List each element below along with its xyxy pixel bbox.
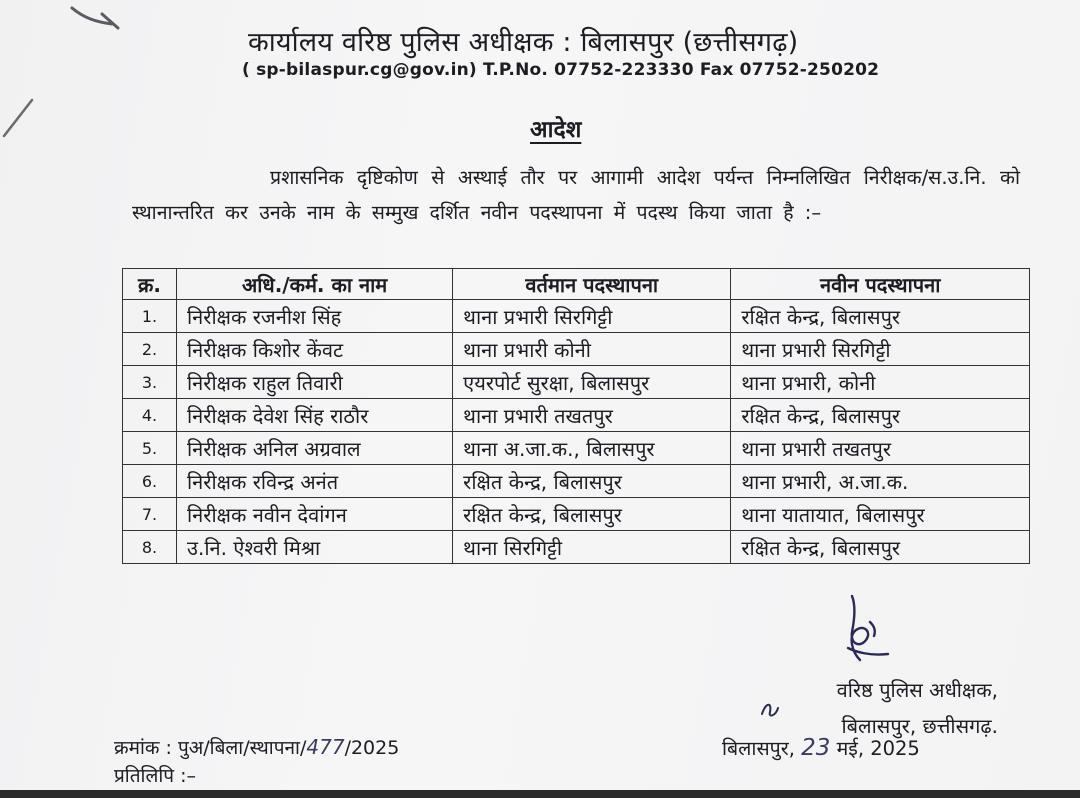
table-row: [123, 432, 1030, 465]
cell-name: निरीक्षक राहुल तिवारी: [177, 366, 453, 399]
cell-serial: 2.: [123, 333, 177, 366]
signatory-location: बिलासपुर, छत्तीसगढ़.: [841, 714, 998, 738]
cell-name: निरीक्षक देवेश सिंह राठौर: [177, 399, 453, 432]
cell-current-posting: थाना अ.जा.क., बिलासपुर: [453, 432, 731, 465]
table-row: [123, 531, 1030, 564]
cell-current-posting: एयरपोर्ट सुरक्षा, बिलासपुर: [453, 366, 731, 399]
contact-line: ( sp-bilaspur.cg@gov.in) T.P.No. 07752-223330 Fax 07752-250202: [242, 60, 880, 80]
cell-serial: 7.: [123, 498, 177, 531]
cell-name: निरीक्षक रविन्द्र अनंत: [177, 465, 453, 498]
cell-current-posting: रक्षित केन्द्र, बिलासपुर: [453, 498, 731, 531]
cell-new-posting: थाना प्रभारी तखतपुर: [731, 432, 1030, 465]
cell-serial: 8.: [123, 531, 177, 564]
table-header-row: [123, 269, 1030, 300]
cell-serial: 4.: [123, 399, 177, 432]
header-name: अधि./कर्म. का नाम: [177, 269, 453, 300]
reference-serial: 477: [306, 735, 345, 759]
table-row: [123, 366, 1030, 399]
cell-new-posting: रक्षित केन्द्र, बिलासपुर: [731, 300, 1030, 333]
table-row: [123, 333, 1030, 366]
table-row: [123, 300, 1030, 333]
copy-to-label: प्रतिलिपि :–: [114, 765, 197, 787]
table-row: [123, 498, 1030, 531]
cell-name: निरीक्षक नवीन देवांगन: [177, 498, 453, 531]
date-day: 23: [801, 735, 831, 761]
cell-current-posting: थाना सिरगिट्टी: [453, 531, 731, 564]
cell-new-posting: रक्षित केन्द्र, बिलासपुर: [731, 399, 1030, 432]
page-bottom-edge: [0, 790, 1080, 798]
cell-current-posting: थाना प्रभारी सिरगिट्टी: [453, 300, 731, 333]
cell-current-posting: रक्षित केन्द्र, बिलासपुर: [453, 465, 731, 498]
cell-new-posting: थाना प्रभारी सिरगिट्टी: [731, 333, 1030, 366]
cell-serial: 3.: [123, 366, 177, 399]
header-new-posting: नवीन पदस्थापना: [731, 269, 1030, 300]
cell-name: निरीक्षक किशोर केंवट: [177, 333, 453, 366]
place: बिलासपुर,: [722, 737, 795, 760]
order-heading: आदेश: [530, 117, 582, 143]
initial-mark: [758, 698, 782, 722]
handwritten-signature: [830, 592, 900, 672]
table-row: [123, 465, 1030, 498]
cell-name: निरीक्षक अनिल अग्रवाल: [177, 432, 453, 465]
header-serial: क्र.: [123, 269, 177, 300]
cell-new-posting: थाना यातायात, बिलासपुर: [731, 498, 1030, 531]
reference-prefix: क्रमांक : पुअ/बिला/स्थापना/: [114, 737, 307, 759]
reference-year: /2025: [344, 737, 400, 759]
cell-new-posting: थाना प्रभारी, कोनी: [731, 366, 1030, 399]
cell-new-posting: थाना प्रभारी, अ.जा.क.: [731, 465, 1030, 498]
office-title: कार्यालय वरिष्ठ पुलिस अधीक्षक : बिलासपुर (छत्तीसगढ़): [248, 27, 799, 58]
cell-current-posting: थाना प्रभारी कोनी: [453, 333, 731, 366]
signatory-designation: वरिष्ठ पुलिस अधीक्षक,: [836, 678, 998, 702]
date-month-year: मई, 2025: [836, 737, 920, 760]
cell-serial: 5.: [123, 432, 177, 465]
ink-stroke-left-edge: [0, 96, 40, 146]
cell-serial: 6.: [123, 465, 177, 498]
reference-number: [114, 734, 399, 760]
cell-name: निरीक्षक रजनीश सिंह: [177, 300, 453, 333]
header-current-posting: वर्तमान पदस्थापना: [453, 269, 731, 300]
order-body-text: प्रशासनिक दृष्टिकोण से अस्थाई तौर पर आगामी आदेश पर्यन्त निम्नलिखित निरीक्षक/स.उ.नि. को स्थानान्तरित कर उनके नाम के सम्मुख दर्शित नवीन पदस्थापना में पदस्थ किया जाता है :–: [132, 166, 1020, 224]
table-row: [123, 399, 1030, 432]
ink-stroke-top-left: [66, 0, 126, 40]
cell-serial: 1.: [123, 300, 177, 333]
cell-new-posting: रक्षित केन्द्र, बिलासपुर: [731, 531, 1030, 564]
place-and-date: [722, 734, 920, 761]
cell-name: उ.नि. ऐश्वरी मिश्रा: [177, 531, 453, 564]
transfer-table: [122, 268, 1030, 564]
cell-current-posting: थाना प्रभारी तखतपुर: [453, 399, 731, 432]
